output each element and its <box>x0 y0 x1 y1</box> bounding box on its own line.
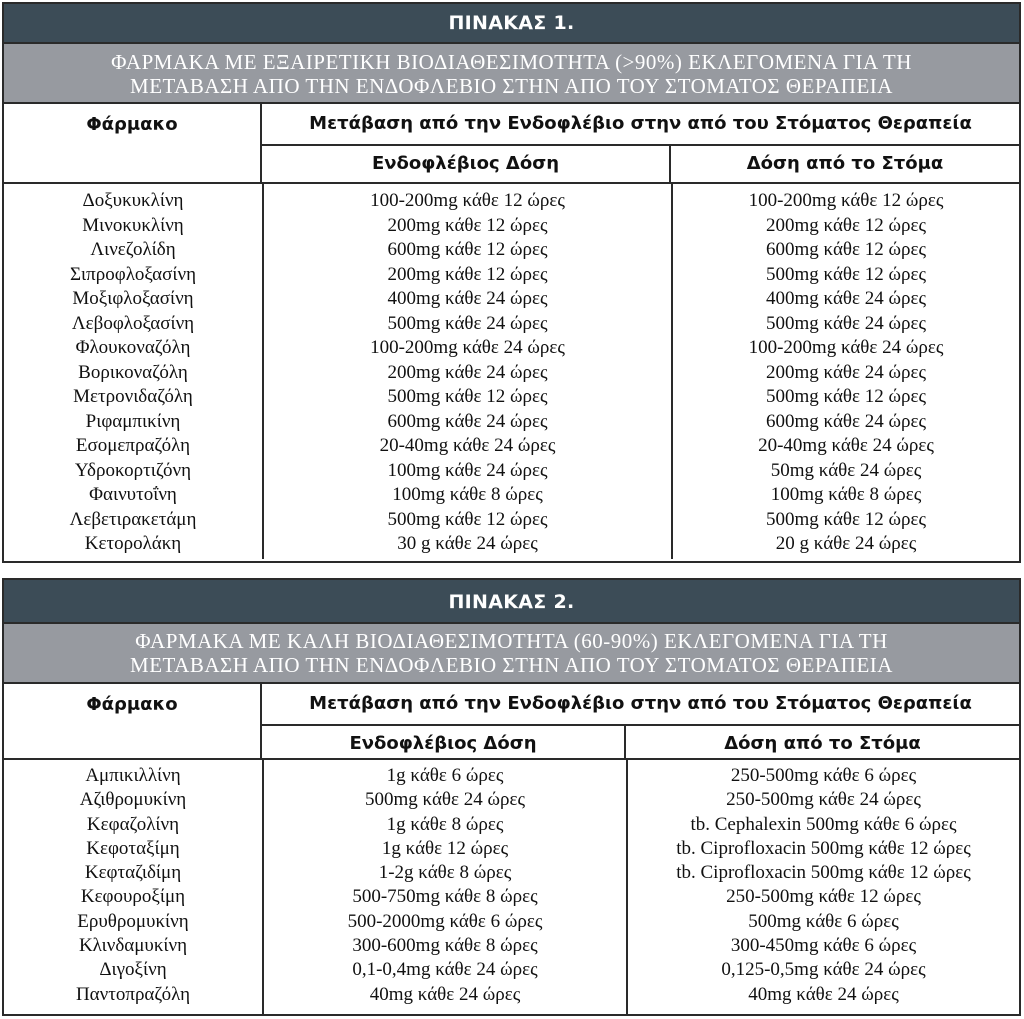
oral-dose: 200mg κάθε 24 ώρες <box>766 361 926 383</box>
header-drug: Φάρμακο <box>86 694 178 715</box>
iv-dose: 100mg κάθε 8 ώρες <box>392 484 543 505</box>
oral-dose: 200mg κάθε 12 ώρες <box>766 214 926 236</box>
iv-dose: 0,1-0,4mg κάθε 24 ώρες <box>352 959 538 981</box>
oral-dose: 300-450mg κάθε 6 ώρες <box>730 935 917 957</box>
table-header <box>4 104 1019 184</box>
table-2 <box>2 578 1021 1016</box>
table-rows <box>4 189 1019 557</box>
table-row <box>4 532 1019 557</box>
oral-dose: 600mg κάθε 12 ώρες <box>766 239 926 260</box>
drug-name: Ερυθρομυκίνη <box>77 910 189 932</box>
table-subtitle-line-1: ΦΑΡΜΑΚΑ ΜΕ ΕΞΑΙΡΕΤΙΚΗ ΒΙΟΔΙΑΘΕΣΙΜΟΤΗΤΑ (>90%) ΕΚΛΕΓΟΜΕΝΑ ΓΙΑ ΤΗ <box>111 50 912 74</box>
oral-dose: 40mg κάθε 24 ώρες <box>748 983 899 1005</box>
table-subtitle <box>4 624 1019 684</box>
drug-name: Κεφταζιδίμη <box>84 862 182 884</box>
drug-name: Αζιθρομυκίνη <box>79 789 187 811</box>
oral-dose: 0,125-0,5mg κάθε 24 ώρες <box>721 959 926 981</box>
table-row <box>4 287 1019 312</box>
table-row <box>4 837 1019 861</box>
table-row <box>4 813 1019 837</box>
table-row <box>4 361 1019 386</box>
header-drug-cell <box>4 684 262 758</box>
drug-name: Λινεζολίδη <box>90 239 176 260</box>
drug-name: Φαινυτοΐνη <box>89 484 177 505</box>
oral-dose: 500mg κάθε 6 ώρες <box>748 910 899 932</box>
drug-name: Αμπικιλλίνη <box>85 765 181 786</box>
oral-dose: tb. Ciprofloxacin 500mg κάθε 12 ώρες <box>676 862 971 884</box>
header-iv-dose: Ενδοφλέβιος Δόση <box>262 726 626 758</box>
iv-dose: 300-600mg κάθε 8 ώρες <box>352 935 538 957</box>
iv-dose: 100mg κάθε 24 ώρες <box>387 459 548 481</box>
oral-dose: 20 g κάθε 24 ώρες <box>775 533 917 554</box>
table-title: ΠΙΝΑΚΑΣ 2. <box>4 580 1019 624</box>
header-transition: Μετάβαση από την Ενδοφλέβιο στην από του Στόματος Θεραπεία <box>262 684 1019 726</box>
drug-name: Μινοκυκλίνη <box>82 214 184 236</box>
table-row <box>4 508 1019 533</box>
table-body <box>4 760 1019 1014</box>
table-row <box>4 312 1019 337</box>
table-row <box>4 238 1019 263</box>
drug-name: Βορικοναζόλη <box>78 361 188 383</box>
table-row <box>4 764 1019 788</box>
iv-dose: 1-2g κάθε 8 ώρες <box>378 862 512 884</box>
table-row <box>4 336 1019 361</box>
drug-name: Λεβετιρακετάμη <box>69 508 197 530</box>
drug-name: Ριφαμπικίνη <box>85 410 181 432</box>
table-row <box>4 958 1019 982</box>
iv-dose: 400mg κάθε 24 ώρες <box>387 288 548 309</box>
table-row <box>4 483 1019 508</box>
oral-dose: 50mg κάθε 24 ώρες <box>770 459 922 481</box>
oral-dose: 100-200mg κάθε 24 ώρες <box>748 337 944 358</box>
iv-dose: 500mg κάθε 12 ώρες <box>387 386 548 407</box>
oral-dose: 250-500mg κάθε 6 ώρες <box>730 765 917 786</box>
iv-dose: 1g κάθε 8 ώρες <box>386 813 504 835</box>
table-row <box>4 459 1019 484</box>
oral-dose: 500mg κάθε 12 ώρες <box>766 386 926 407</box>
drug-name: Κεφουροξίμη <box>80 886 186 908</box>
drug-name: Μοξιφλοξασίνη <box>72 288 194 309</box>
iv-dose: 500-750mg κάθε 8 ώρες <box>352 886 538 908</box>
iv-dose: 20-40mg κάθε 24 ώρες <box>379 435 556 456</box>
drug-name: Παντοπραζόλη <box>75 983 191 1005</box>
header-drug: Φάρμακο <box>86 114 178 135</box>
table-row <box>4 263 1019 288</box>
iv-dose: 600mg κάθε 12 ώρες <box>387 239 548 260</box>
oral-dose: 500mg κάθε 12 ώρες <box>766 508 926 530</box>
drug-name: Εσομεπραζόλη <box>75 435 191 456</box>
drug-name: Φλουκοναζόλη <box>75 337 191 358</box>
oral-dose: 250-500mg κάθε 12 ώρες <box>726 886 921 908</box>
iv-dose: 200mg κάθε 24 ώρες <box>387 361 548 383</box>
header-drug-cell <box>4 104 262 182</box>
iv-dose: 30 g κάθε 24 ώρες <box>397 533 538 554</box>
drug-name: Κεφοταξίμη <box>86 837 180 859</box>
iv-dose: 1g κάθε 6 ώρες <box>386 765 504 786</box>
drug-name: Σιπροφλοξασίνη <box>69 263 197 285</box>
oral-dose: 600mg κάθε 24 ώρες <box>766 410 926 432</box>
oral-dose: 100-200mg κάθε 12 ώρες <box>748 190 944 211</box>
oral-dose: tb. Ciprofloxacin 500mg κάθε 12 ώρες <box>676 837 971 859</box>
iv-dose: 500mg κάθε 24 ώρες <box>365 789 525 811</box>
table-row <box>4 934 1019 958</box>
iv-dose: 100-200mg κάθε 24 ώρες <box>370 337 565 358</box>
iv-dose: 500mg κάθε 12 ώρες <box>387 508 548 530</box>
table-row <box>4 410 1019 435</box>
iv-dose: 200mg κάθε 12 ώρες <box>387 214 548 236</box>
iv-dose: 500mg κάθε 24 ώρες <box>387 312 548 334</box>
iv-dose: 200mg κάθε 12 ώρες <box>387 263 548 285</box>
oral-dose: 20-40mg κάθε 24 ώρες <box>758 435 934 456</box>
header-transition: Μετάβαση από την Ενδοφλέβιο στην από του Στόματος Θεραπεία <box>262 104 1019 146</box>
table-row <box>4 385 1019 410</box>
drug-name: Λεβοφλοξασίνη <box>71 312 195 334</box>
drug-name: Δοξυκυκλίνη <box>82 190 184 211</box>
header-oral-dose: Δόση από το Στόμα <box>724 733 921 754</box>
table-row <box>4 861 1019 885</box>
table-row <box>4 983 1019 1007</box>
iv-dose: 500-2000mg κάθε 6 ώρες <box>347 910 543 932</box>
iv-dose: 600mg κάθε 24 ώρες <box>387 410 548 432</box>
table-subtitle-line-1: ΦΑΡΜΑΚΑ ΜΕ ΚΑΛΗ ΒΙΟΔΙΑΘΕΣΙΜΟΤΗΤΑ (60-90%) ΕΚΛΕΓΟΜΕΝΑ ΓΙΑ ΤΗ <box>135 629 888 653</box>
drug-name: Διγοξίνη <box>99 959 167 981</box>
table-body <box>4 184 1019 559</box>
oral-dose: 500mg κάθε 12 ώρες <box>766 263 926 285</box>
table-row <box>4 910 1019 934</box>
drug-name: Κλινδαμυκίνη <box>78 935 188 957</box>
table-row <box>4 788 1019 812</box>
drug-name: Κεφαζολίνη <box>86 813 180 835</box>
iv-dose: 1g κάθε 12 ώρες <box>381 837 509 859</box>
table-subtitle-line-2: ΜΕΤΑΒΑΣΗ ΑΠΟ ΤΗΝ ΕΝΔΟΦΛΕΒΙΟ ΣΤΗΝ ΑΠΟ ΤΟΥ ΣΤΟΜΑΤΟΣ ΘΕΡΑΠΕΙΑ <box>130 653 893 677</box>
oral-dose: 500mg κάθε 24 ώρες <box>766 312 926 334</box>
oral-dose: 100mg κάθε 8 ώρες <box>770 484 922 505</box>
oral-dose: tb. Cephalexin 500mg κάθε 6 ώρες <box>690 813 957 835</box>
table-row <box>4 885 1019 909</box>
iv-dose: 40mg κάθε 24 ώρες <box>369 983 521 1005</box>
table-1 <box>2 2 1021 563</box>
table-row <box>4 214 1019 239</box>
table-row <box>4 189 1019 214</box>
drug-name: Υδροκορτιζόνη <box>74 459 192 481</box>
table-title: ΠΙΝΑΚΑΣ 1. <box>4 4 1019 44</box>
table-subtitle <box>4 44 1019 104</box>
table-header <box>4 684 1019 760</box>
oral-dose: 400mg κάθε 24 ώρες <box>766 288 926 309</box>
table-subtitle-line-2: ΜΕΤΑΒΑΣΗ ΑΠΟ ΤΗΝ ΕΝΔΟΦΛΕΒΙΟ ΣΤΗΝ ΑΠΟ ΤΟΥ ΣΤΟΜΑΤΟΣ ΘΕΡΑΠΕΙΑ <box>130 74 893 98</box>
drug-name: Κετορολάκη <box>84 533 182 554</box>
iv-dose: 100-200mg κάθε 12 ώρες <box>370 190 565 211</box>
oral-dose: 250-500mg κάθε 24 ώρες <box>726 789 921 811</box>
drug-name: Μετρονιδαζόλη <box>73 386 193 407</box>
header-iv-dose: Ενδοφλέβιος Δόση <box>262 146 671 182</box>
header-oral-dose: Δόση από το Στόμα <box>746 153 944 174</box>
table-row <box>4 434 1019 459</box>
table-rows <box>4 764 1019 1007</box>
